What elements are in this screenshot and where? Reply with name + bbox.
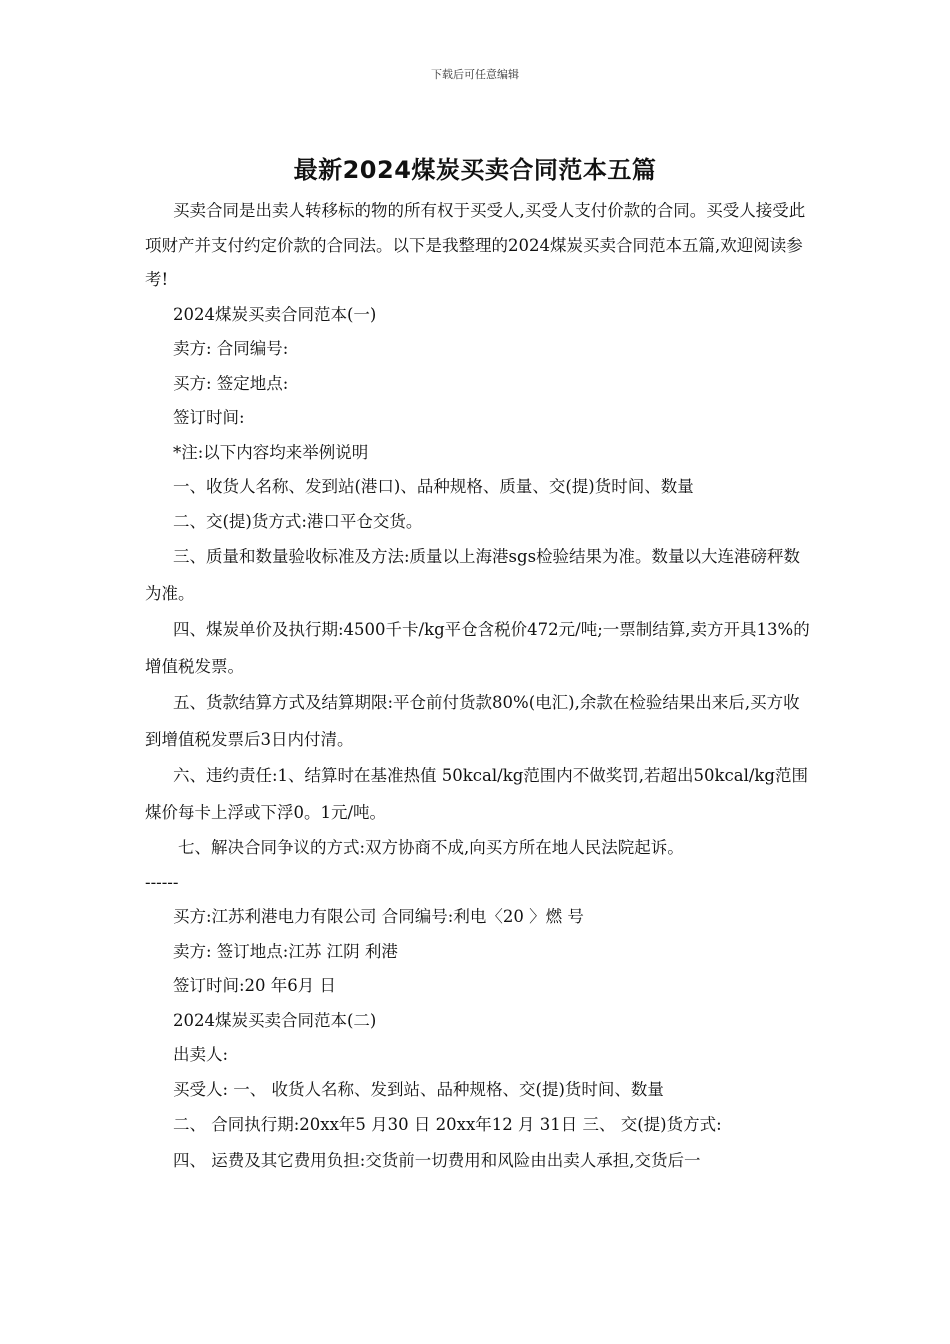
paragraph-intro: 买卖合同是出卖人转移标的物的所有权于买受人,买受人支付价款的合同。买受人接受此项财产并支付约定价款的合同法。以下是我整理的2024煤炭买卖合同范本五篇,欢迎阅读参考! [145, 201, 806, 289]
paragraph-section-heading-1: 2024煤炭买卖合同范本(一) [173, 304, 377, 324]
paragraph-buyer-company: 买方:江苏利港电力有限公司 合同编号:利电〈20 〉燃 号 [173, 907, 584, 926]
paragraph-sign-date: 签订时间:20 年6月 日 [173, 976, 337, 995]
paragraph-freight-costs: 四、 运费及其它费用负担:交货前一切费用和风险由出卖人承担,交货后一 [173, 1150, 701, 1170]
paragraph-clause-5: 五、货款结算方式及结算期限:平仓前付货款80%(电汇),余款在检验结果出来后,买方收到增值税发票后3日内付清。 [145, 693, 800, 749]
paragraph-clause-6: 六、违约责任:1、结算时在基准热值 50kcal/kg范围内不做奖罚,若超出50kcal/kg范围煤价每卡上浮或下浮0。1元/吨。 [145, 766, 808, 822]
paragraph-section-heading-2: 2024煤炭买卖合同范本(二) [173, 1010, 377, 1030]
paragraph-clause-4: 四、煤炭单价及执行期:4500千卡/kg平仓含税价472元/吨;一票制结算,卖方开具13%的增值税发票。 [145, 620, 810, 676]
paragraph-term-period: 二、 合同执行期:20xx年5 月30 日 20xx年12 月 31日 三、 交(提)货方式: [173, 1115, 722, 1134]
paragraph-buyer-location: 买方: 签定地点: [173, 373, 289, 393]
paragraph-clause-2: 二、交(提)货方式:港口平仓交货。 [173, 511, 423, 531]
paragraph-clause-7: 七、解决合同争议的方式:双方协商不成,向买方所在地人民法院起诉。 [178, 838, 684, 857]
paragraph-seller-party: 出卖人: [173, 1045, 229, 1064]
paragraph-seller-contract-no: 卖方: 合同编号: [173, 339, 289, 358]
paragraph-divider: ------ [145, 872, 179, 892]
paragraph-note: *注:以下内容均来举例说明 [173, 442, 369, 462]
document-body [145, 194, 810, 1178]
page-header-note: 下载后可任意编辑 [431, 68, 519, 81]
paragraph-clause-3: 三、质量和数量验收标准及方法:质量以上海港sgs检验结果为准。数量以大连港磅秤数为准。 [145, 547, 801, 603]
paragraph-buyer-party: 买受人: 一、 收货人名称、发到站、品种规格、交(提)货时间、数量 [173, 1079, 664, 1099]
paragraph-sign-time: 签订时间: [173, 408, 245, 427]
paragraph-clause-1: 一、收货人名称、发到站(港口)、品种规格、质量、交(提)货时间、数量 [173, 477, 694, 496]
document-title: 最新2024煤炭买卖合同范本五篇 [293, 156, 657, 184]
paragraph-seller-location: 卖方: 签订地点:江苏 江阴 利港 [173, 941, 398, 961]
